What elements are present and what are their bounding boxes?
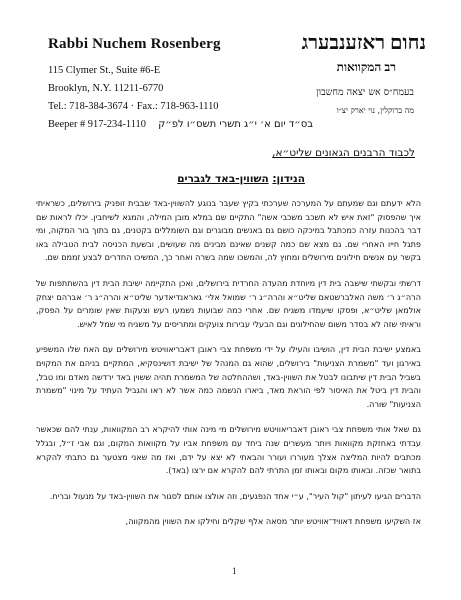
body-paragraph: גם שאל אותי משפחת צבי ראובן דאבריאוויטש מירושלים מי מינה אותי להיקרא רב המקוואות, ענתי להם שכאשר עבדתי באחזקת מקוואות ויותר מעשרים שנה ביחד עם משפחת אביו על מקוואות המקום, וגם אבי ז״ל, ובגלל מכתבים להיות המליצה אצלך מעוררו ועורר והבאתי לא יצא על ידם, ואז מה שאני מצטער גם כתבתי להקרא בתואר שכזה. ובאותו מקום ובאותו זמן התרתי להם להקרא אם ירצו (באד). bbox=[36, 424, 421, 476]
letter-body bbox=[36, 197, 421, 541]
sender-city: Brooklyn, N.Y. 11211-6770 bbox=[48, 83, 164, 94]
page-number: 1 bbox=[232, 566, 237, 576]
sender-book-credit: בעמח״ס אש יצאה מחשבון bbox=[316, 87, 414, 98]
body-paragraph: באמצע ישיבת הבית דין, הושיבו והעילו על ידי משפחת צבי ראובן דאבריאוויטש מירושלים עם האח שלו המשפיע באירגון ועד "משמרת הצניעות" בירושלים, שהוא גם המנהל של ישיבת דושינסקיא, המתקיים בניהם את המקוים בשביל הבית דין שיתבונו לבטל את השווין-באד, ושההחלטה של המשמרת תהיה ששוין באד ירדשה מאדם ומו טבל, והבית דין ביטל את האיסור לפי הוראת מאד, ביארו הנשמה כמה אשר לא ראו והגביל העתיד על מינוי "משמרת הצניעות" שורה. bbox=[36, 344, 421, 409]
body-paragraph: הלא ידעתם וגם שמעתם על המערכה שערכתי בקיץ שעבר בנוגע להשווין-באד שבבית זופניק בירושלים, כשראיתי איך שהפסוק "זאת איש לא תשכב משכבי אשה" התקיים שם במלא מובן המילה, והמגא לשיחבין. יכלו לראות שם דבר בהכנות עזרה כמכתבל במיכקה כושם גם באנשים מבוגרים וגם השומללים בקטנים, גם בתוך בור המקוה, ומי פתגל חייו האחרי שם. גם מצא שם כמה קשנים שאינם מבינים מה שעושים, ובשעת הכניסה לבית הטבילה באו בקשר עם אנשים חילונים מירושלים ומחוץ לה, והמשכו שמה בשרה ואחר כך, המשיכו החדרים לבצע זממם שם. bbox=[36, 198, 421, 263]
letter-date: בס״ד יום א׳ י״ג תשרי תשס״ו לפ״ק bbox=[158, 119, 313, 130]
sender-name-hebrew: נחום ראזענבערג bbox=[301, 32, 426, 54]
letter-subject bbox=[177, 173, 305, 185]
body-paragraph: אז השקיעו משפחת דאוויד־אוויטש יותר מסאה אלף שקלים וחילקו את השווין מהמקווה, bbox=[125, 516, 421, 527]
letter-recipient: לכבוד הרבנים הגאונים שליט״א, bbox=[272, 147, 415, 159]
subject-text: השווין-באד לגברים bbox=[177, 173, 269, 185]
body-paragraph: הדברים הגיעו לעיתון "קול העיר", ע״י אחד הנפגעים, וזה אולצו אותם לסגור את השווין-באד על מנעול ובריח. bbox=[49, 490, 421, 501]
sender-location-hebrew: מה ברוקלין, נוי יארק יצ״ו bbox=[336, 106, 414, 115]
sender-name: Rabbi Nuchem Rosenberg bbox=[48, 36, 221, 52]
sender-address: 115 Clymer St., Suite #6-E bbox=[48, 65, 161, 76]
sender-beeper: Beeper # 917-234-1110 bbox=[48, 119, 146, 130]
sender-title-hebrew: רב המקוואות bbox=[336, 60, 396, 74]
subject-label: הנידון: bbox=[272, 173, 305, 185]
letterhead-hebrew bbox=[256, 30, 426, 115]
body-paragraph: דרשתי ובקשתי שישבה בית דין מיוחדת מהעדה החרדית בירושלים, ואכן התקיימה ישיבת הבית דין בהשתתפות של הרה״ג ר׳ משה האלברשטאם שליט״א והרה״ג ר׳ שמואל אלי׳ גאראנדיאדער שליט״א והרה״ג ר׳ אברהם יצחק אולמאן שליט״א, ופסקו שיעמדו משגיח שם. אחרי כמה שבועות נשמעו רעש וצעקות שאין שומרים על הפסק, וראיתי שזה לא בסדר משום שהחילונים וגם הבעלי עבירות צועקים ומתריסים על משגיח מי שמל לאיש. bbox=[36, 277, 421, 329]
sender-phone-fax: Tel.: 718-384-3674 · Fax.: 718-963-1110 bbox=[48, 101, 219, 112]
